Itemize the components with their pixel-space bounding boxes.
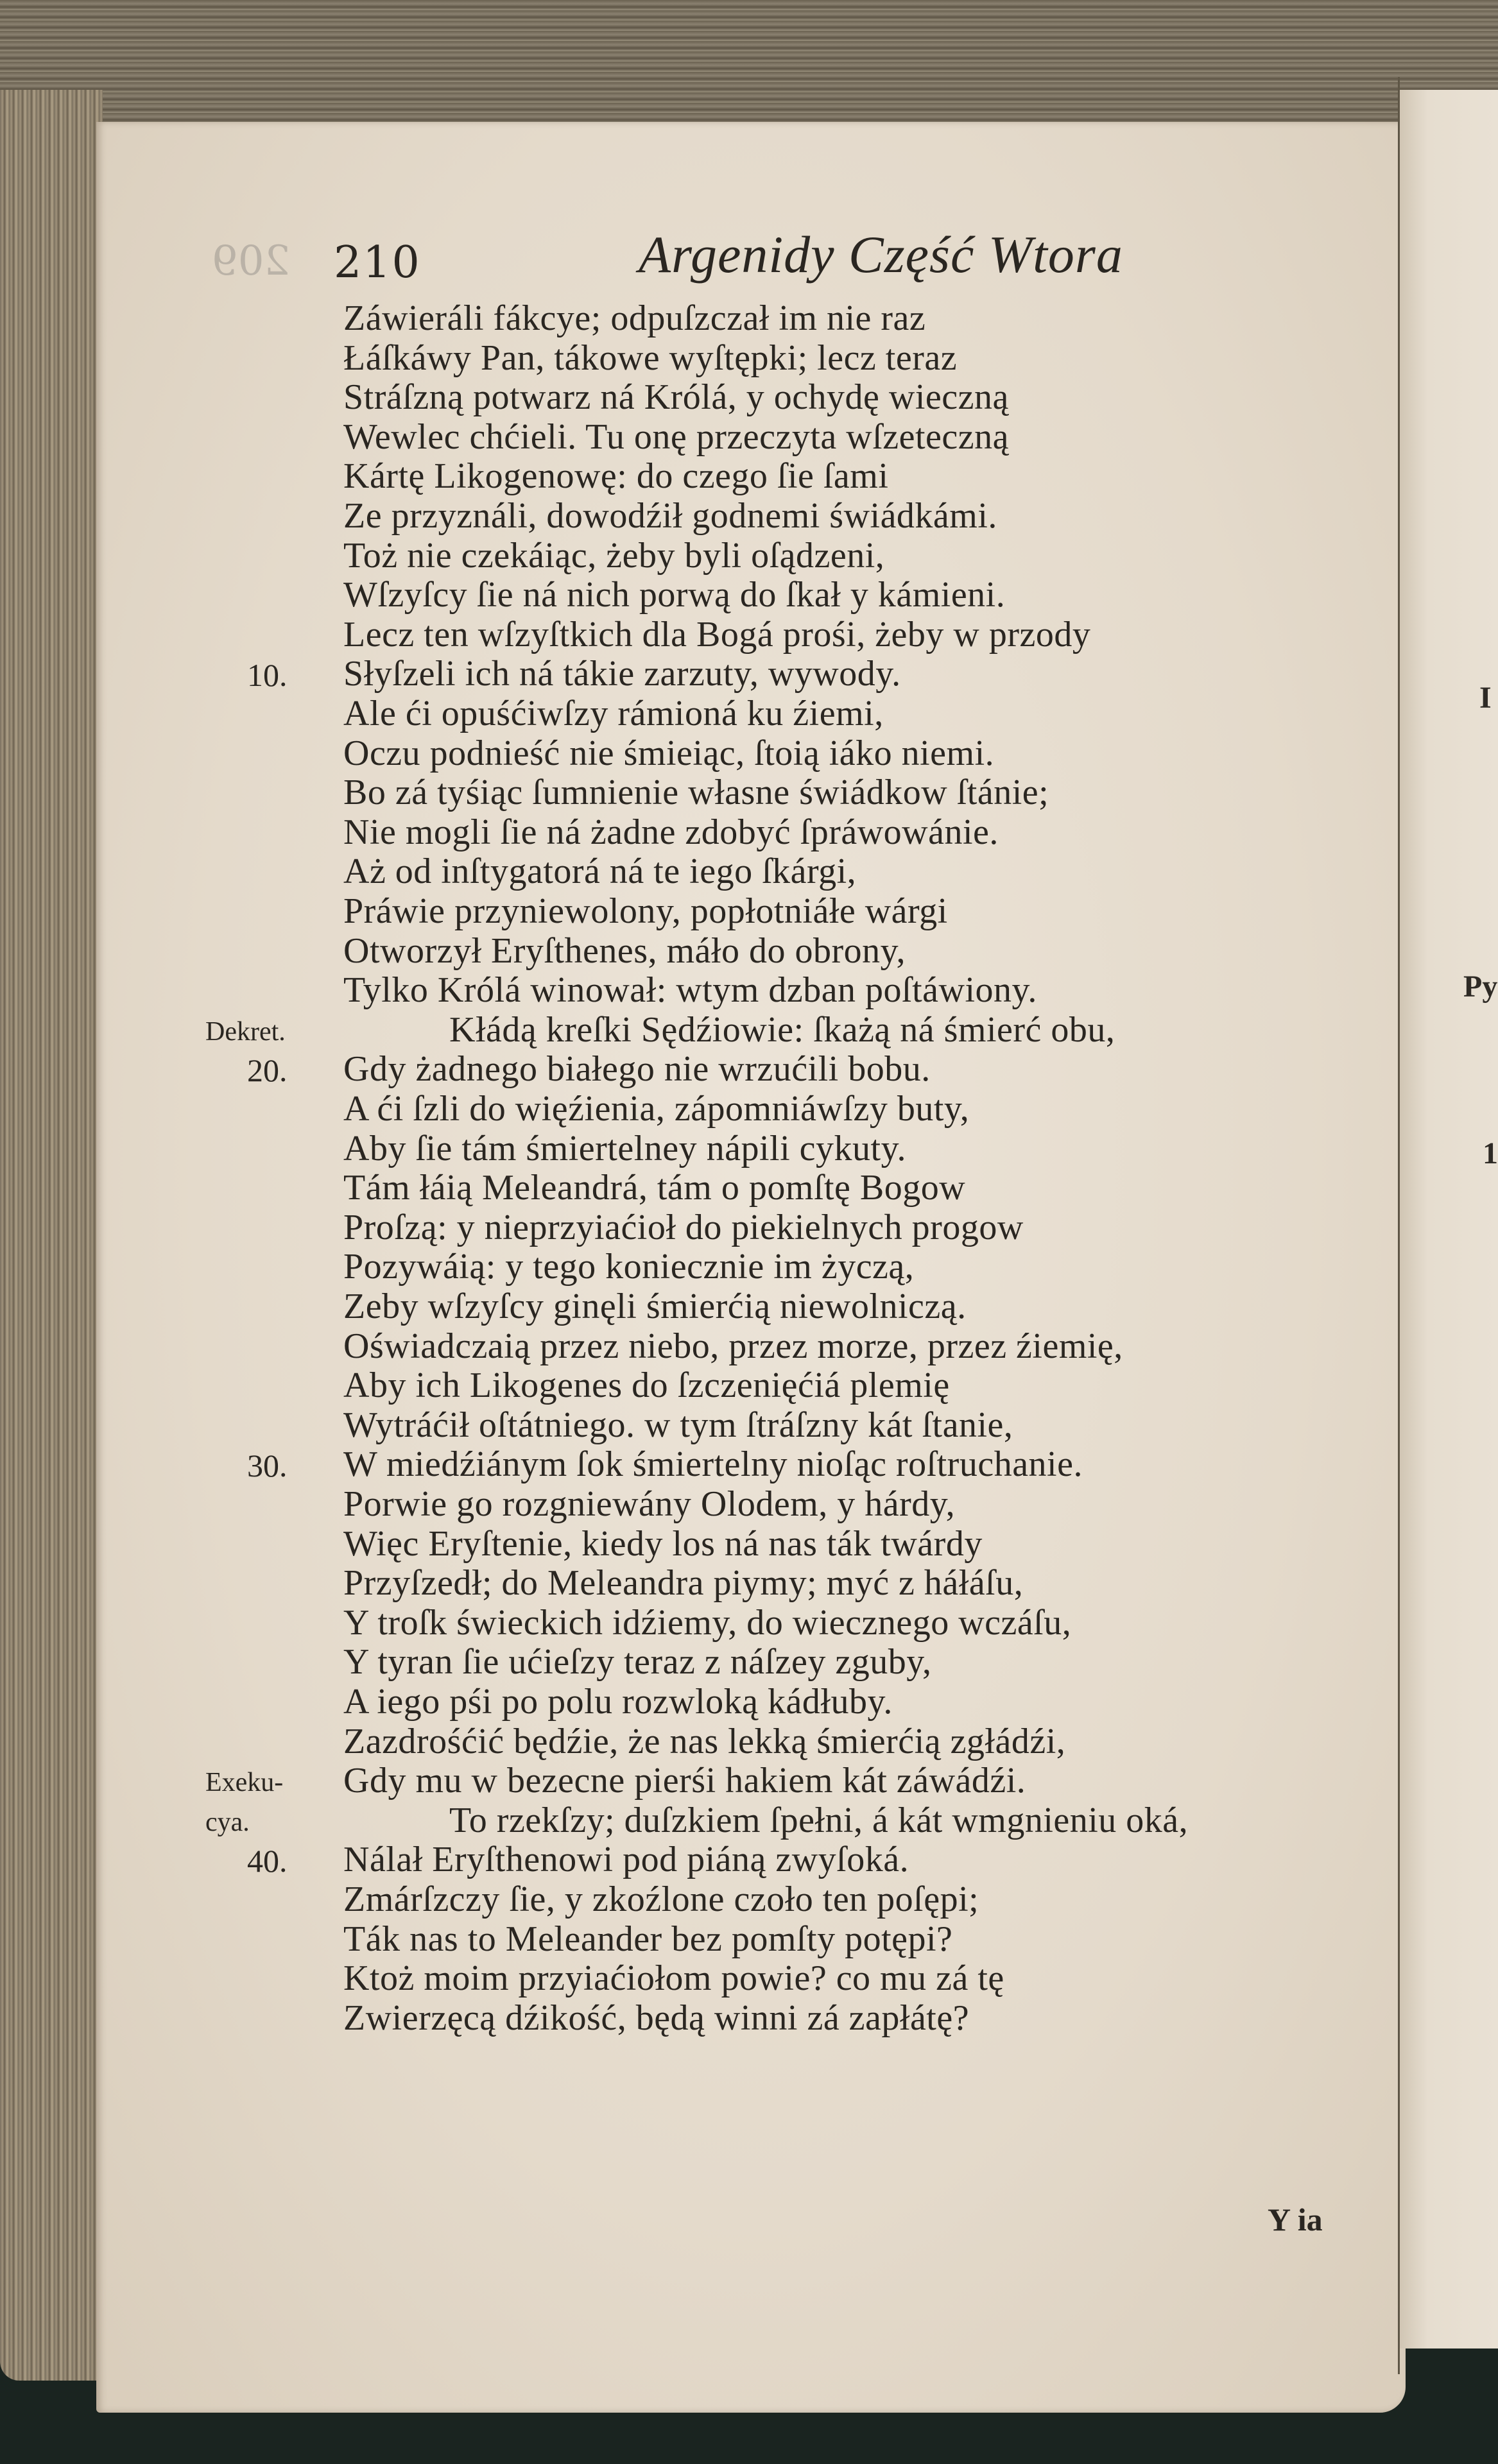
verse-line: Y tyran ſie ućieſzy teraz z náſzey zguby, (343, 1642, 932, 1682)
verse-line: Ze przyználi, dowodźił godnemi świádkámi. (343, 496, 997, 536)
verse-line: Gdy żadnego białego nie wrzućili bobu. (343, 1049, 931, 1090)
verse-line: Otworzył Eryſthenes, máło do obrony, (343, 930, 906, 971)
verse-line: Zazdrośćić będźie, że nas lekką śmierćią zgłádźi, (343, 1721, 1066, 1761)
verse-line: Práwie przyniewolony, popłotniáłe wárgi (343, 891, 948, 931)
verse-line: A iego pśi po polu rozwloką kádłuby. (343, 1682, 893, 1722)
verse-line: Aby ſie tám śmiertelney nápili cykuty. (343, 1128, 906, 1168)
verse-line: Porwie go rozgniewány Olodem, y hárdy, (343, 1484, 956, 1524)
verse-line: Proſzą: y nieprzyiaćioł do piekielnych progow (343, 1207, 1024, 1247)
verse-line: Lecz ten wſzyſtkich dla Bogá prośi, żeby w przody (343, 614, 1091, 654)
verse-line: Nie mogli ſie ná żadne zdobyć ſpráwowánie. (343, 812, 999, 852)
verse-line: Łáſkáwy Pan, tákowe wyſtępki; lecz teraz (343, 338, 958, 378)
verse-line: Wſzyſcy ſie ná nich porwą do ſkał y kámieni. (343, 575, 1006, 615)
verse-line: Y troſk świeckich idźiemy, do wiecznego wczáſu, (343, 1602, 1072, 1643)
facing-page-fragment: Py (1463, 970, 1498, 1004)
line-number: 20. (247, 1052, 288, 1089)
catchword: Y ia (1268, 2202, 1323, 2237)
verse-line: Zeby wſzyſcy ginęli śmierćią niewolniczą. (343, 1287, 967, 1326)
line-number: 30. (247, 1448, 288, 1484)
verse-line: Kártę Likogenowę: do czego ſie ſami (343, 456, 889, 497)
verse-line: Aby ich Likogenes do ſzczenięćiá plemię (343, 1365, 950, 1406)
verse-line: Záwieráli fákcye; odpuſzczał im nie raz (343, 298, 926, 338)
verse-line: Kłádą kreſki Sędźiowie: ſkażą ná śmierć obu, (449, 1009, 1115, 1050)
verse-line: Ták nas to Meleander bez pomſty potępi? (343, 1919, 953, 1959)
verse-line: Bo zá tyśiąc ſumnienie własne świádkow ſtánie; (343, 773, 1049, 813)
verse-line: W miedźiánym ſok śmiertelny nioſąc roſtruchanie. (343, 1444, 1083, 1485)
verse-line: Słyſzeli ich ná tákie zarzuty, wywody. (343, 654, 901, 694)
verse-line: Tylko Królá winował: wtym dzban poſtáwiony. (343, 970, 1037, 1011)
marginal-note: cya. (205, 1807, 250, 1837)
verse-line: Pozywáią: y tego koniecznie im życzą, (343, 1247, 915, 1287)
verse-line: Nálał Eryſthenowi pod piáną zwyſoká. (343, 1840, 909, 1880)
facing-page-fragment: I (1479, 681, 1492, 715)
verse-line: Ktoż moim przyiaćiołom powie? co mu zá tę (343, 1958, 1004, 1999)
verse-line: Wytráćił oſtátniego. w tym ſtráſzny kát ſtanie, (343, 1405, 1013, 1445)
page-header (334, 225, 1219, 295)
verse-line: Przyſzedł; do Meleandra piymy; myć z háłáſu, (343, 1563, 1024, 1604)
verse-line: Oczu podnieść nie śmieiąc, ſtoią iáko niemi. (343, 733, 995, 773)
marginal-note: Exeku- (205, 1768, 284, 1798)
verse-line: Oświadczaią przez niebo, przez morze, przez źiemię, (343, 1326, 1123, 1366)
verse-line: Wewlec chćieli. Tu onę przeczyta wſzeteczną (343, 416, 1009, 457)
verse-line: Zmárſzczy ſie, y zkoźlone czoło ten poſępi; (343, 1879, 979, 1919)
verse-line: Więc Eryſtenie, kiedy los ná nas ták twárdy (343, 1523, 983, 1564)
verse-line: Aż od inſtygatorá ná te iego ſkárgi, (343, 851, 857, 892)
verse-line: To rzekſzy; duſzkiem ſpełni, á kát wmgnieniu oká, (449, 1800, 1189, 1840)
page-number: 210 (334, 237, 421, 288)
verse-line: A ći ſzli do więźienia, zápomniáwſzy buty, (343, 1089, 970, 1129)
verse-line: Gdy mu w bezecne pierśi hakiem kát záwádźi. (343, 1761, 1026, 1801)
line-number: 40. (247, 1843, 288, 1879)
verse-line: Ale ći opuśćiwſzy rámioná ku źiemi, (343, 694, 884, 733)
verse-line: Tám łáią Meleandrá, tám o pomſtę Bogow (343, 1168, 966, 1208)
verse-line: Stráſzną potwarz ná Królá, y ochydę wieczną (343, 377, 1009, 418)
verse-line: Toż nie czekáiąc, żeby byli oſądzeni, (343, 535, 885, 576)
show-through-page-number: 209 (212, 237, 291, 285)
verse-line: Zwierzęcą dźikość, będą winni zá zapłátę? (343, 1998, 970, 2038)
marginal-note: Dekret. (205, 1016, 286, 1047)
running-title: Argenidy Część Wtora (639, 225, 1123, 284)
facing-page-fragment: 1 (1483, 1136, 1498, 1170)
line-number: 10. (247, 657, 288, 694)
